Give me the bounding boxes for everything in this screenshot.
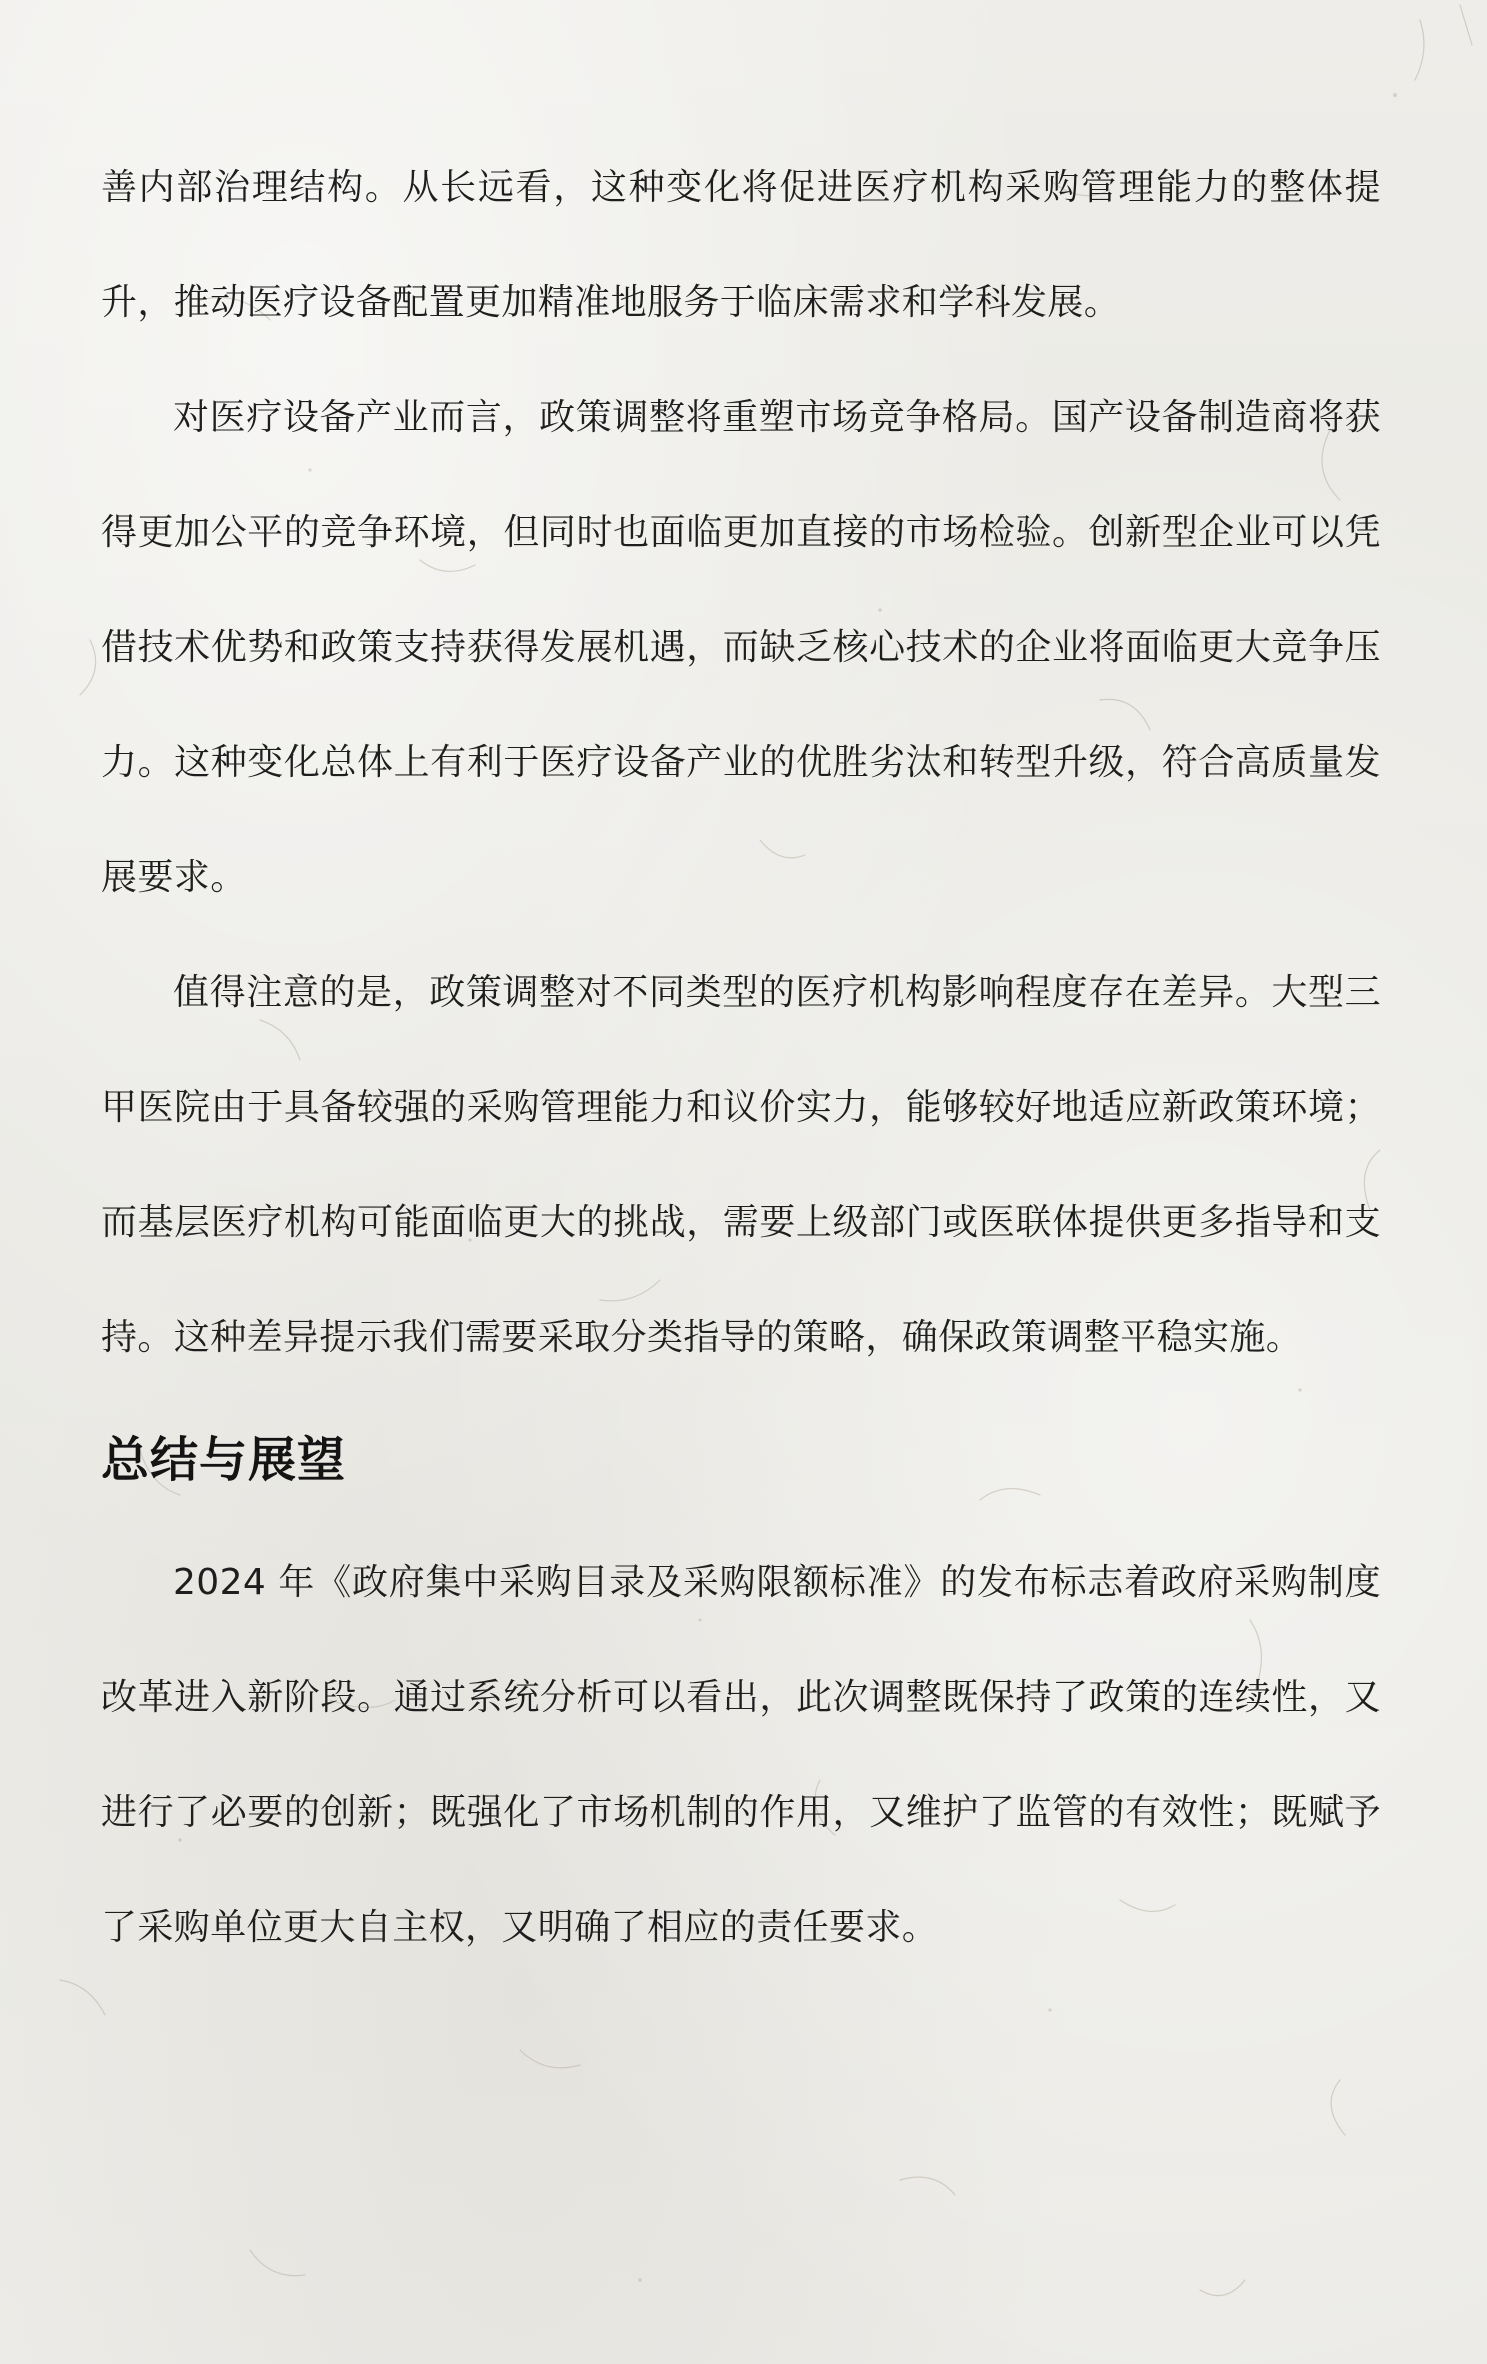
paragraph-continued: 善内部治理结构。从长远看，这种变化将促进医疗机构采购管理能力的整体提升，推动医疗设备配置更加精准地服务于临床需求和学科发展。 [101, 167, 1381, 323]
paragraph-industry-impact: 对医疗设备产业而言，政策调整将重塑市场竞争格局。国产设备制造商将获得更加公平的竞争环境，但同时也面临更加直接的市场检验。创新型企业可以凭借技术优势和政策支持获得发展机遇，而缺乏核心技术的企业将面临更大竞争压力。这种变化总体上有利于医疗设备产业的优胜劣汰和转型升级，符合高质量发展要求。 [101, 397, 1381, 898]
paragraph-summary: 2024 年《政府集中采购目录及采购限额标准》的发布标志着政府采购制度改革进入新阶段。通过系统分析可以看出，此次调整既保持了政策的连续性，又进行了必要的创新；既强化了市场机制的作用，又维护了监管的有效性；既赋予了采购单位更大自主权，又明确了相应的责任要求。 [101, 1562, 1381, 1948]
section-heading: 总结与展望 [101, 1432, 347, 1488]
paragraph-institution-differences: 值得注意的是，政策调整对不同类型的医疗机构影响程度存在差异。大型三甲医院由于具备较强的采购管理能力和议价实力，能够较好地适应新政策环境；而基层医疗机构可能面临更大的挑战，需要上级部门或医联体提供更多指导和支持。这种差异提示我们需要采取分类指导的策略，确保政策调整平稳实施。 [101, 972, 1381, 1358]
document-body [101, 130, 1381, 1985]
